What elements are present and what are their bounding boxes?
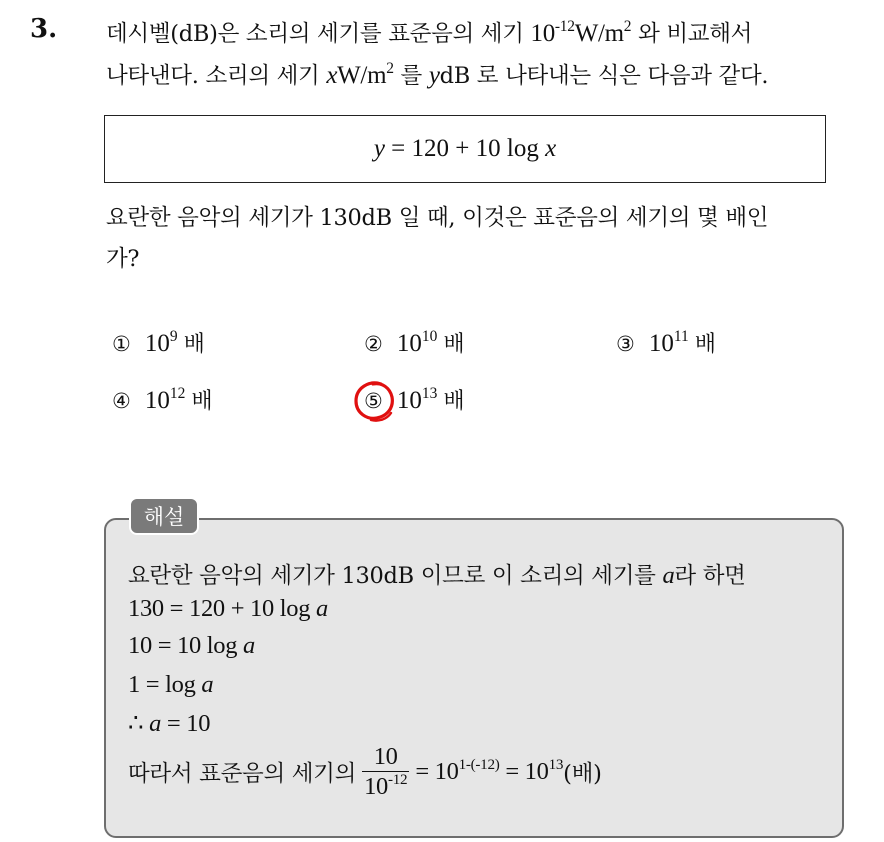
solution-eq-2: 10 = 10 log a [128, 632, 255, 659]
solution-eq-4: ∴ a = 10 [128, 710, 211, 737]
solution-eq-3: 1 = log a [128, 671, 214, 698]
solution-eq-1: 130 = 120 + 10 log a [128, 595, 328, 622]
answer-circle-mark [351, 378, 399, 424]
standard-intensity-value: $10^{-12}W/m^2$ [530, 17, 632, 47]
fraction: $\frac{10}{10^{-12}}$ [364, 743, 408, 800]
question-line-4: 가? [106, 246, 140, 272]
decibel-variable: y [428, 62, 440, 89]
formula-box: y = 120 + 10 log x [104, 115, 826, 183]
choice-4[interactable]: ④ $10^{12}$ 배 [112, 384, 213, 414]
question-line-3: 요란한 음악의 세기가 130dB 일 때, 이것은 표준음의 세기의 몇 배인 [106, 205, 769, 231]
solution-line-1: 요란한 음악의 세기가 130dB 이므로 이 소리의 세기를 a라 하면 [128, 562, 746, 589]
choice-2[interactable]: ② $10^{10}$ 배 [364, 327, 465, 357]
choice-1[interactable]: ① $10^9$ 배 [112, 327, 205, 357]
intensity-variable: $xW/m^2$ [326, 59, 394, 89]
question-line-2: 나타낸다. 소리의 세기 $xW/m^2$ 를 ydB 로 나타내는 식은 다음과 같다. [106, 59, 769, 89]
solution-final: 따라서 표준음의 세기의 $\frac{10}{10^{-12}}$ = $10^{1-(-12)} = 10^{13}$ (배) [128, 743, 602, 800]
solution-tag: 해설 [129, 497, 199, 535]
choice-5[interactable]: ⑤ $10^{13}$ 배 [364, 384, 465, 414]
question-text: 데시벨(dB)은 소리의 세기를 표준음의 세기 [106, 21, 531, 47]
choice-3[interactable]: ③ $10^{11}$ 배 [616, 327, 717, 357]
question-line-1: 데시벨(dB)은 소리의 세기를 표준음의 세기 $10^{-12}W/m^2$ 와 비교해서 [106, 17, 753, 47]
question-number: 3. [30, 14, 58, 44]
